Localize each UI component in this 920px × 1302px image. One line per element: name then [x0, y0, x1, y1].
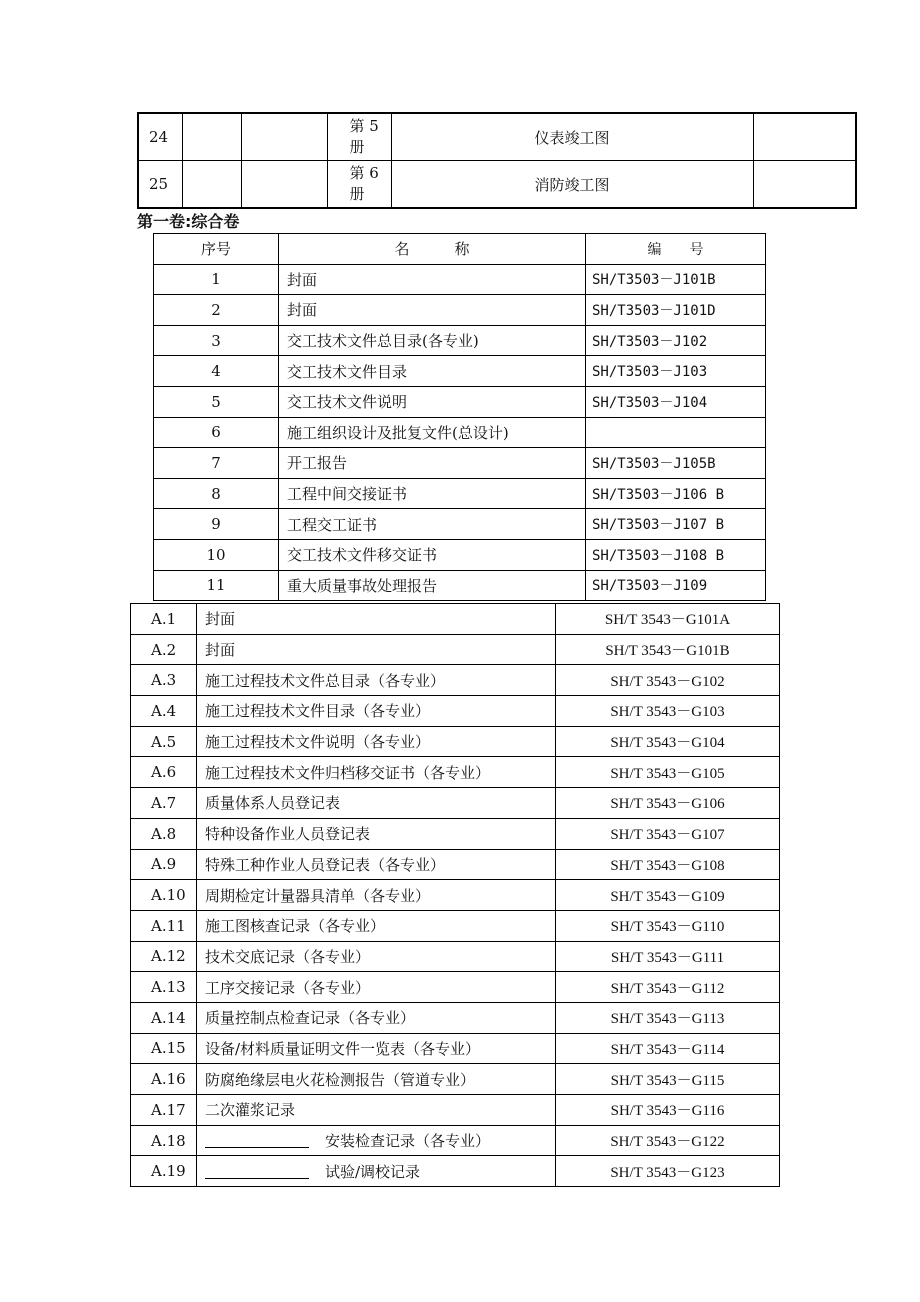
row-name: 开工报告 [279, 448, 586, 479]
row-seq: 9 [154, 509, 279, 540]
row-name: 交工技术文件移交证书 [279, 539, 586, 570]
row-code: SH/T3503－J102 [586, 325, 766, 356]
table-row [131, 604, 780, 635]
row-code: SH/T 3543－G101B [556, 634, 780, 665]
fill-in-blank [205, 1164, 309, 1179]
table-row [131, 1125, 780, 1156]
table-row [154, 325, 766, 356]
table-row [154, 417, 766, 448]
row-name-text: 安装检查记录（各专业） [325, 1132, 491, 1151]
table-row [131, 634, 780, 665]
table-row [138, 113, 856, 161]
row-number: A.6 [131, 757, 197, 788]
table-row [154, 478, 766, 509]
row-code: SH/T3503－J106 B [586, 478, 766, 509]
row-code: SH/T 3543－G104 [556, 726, 780, 757]
row-name: 施工过程技术文件目录（各专业） [197, 696, 556, 727]
row-code: SH/T 3543－G123 [556, 1156, 780, 1187]
row-name: 工程交工证书 [279, 509, 586, 540]
row-number: A.12 [131, 941, 197, 972]
row-code: SH/T3503－J101D [586, 295, 766, 326]
row-number: A.3 [131, 665, 197, 696]
row-code: SH/T 3543－G115 [556, 1064, 780, 1095]
row-seq: 7 [154, 448, 279, 479]
row-name: 施工过程技术文件说明（各专业） [197, 726, 556, 757]
row-name: 交工技术文件目录 [279, 356, 586, 387]
row-number: A.13 [131, 972, 197, 1003]
row-code: SH/T 3543－G101A [556, 604, 780, 635]
empty-cell [182, 113, 241, 161]
row-seq: 1 [154, 264, 279, 295]
row-number: A.4 [131, 696, 197, 727]
row-code: SH/T3503－J107 B [586, 509, 766, 540]
row-number: 25 [138, 161, 182, 209]
row-code: SH/T 3543－G114 [556, 1033, 780, 1064]
table-row [154, 264, 766, 295]
row-code: SH/T 3543－G109 [556, 880, 780, 911]
table-row [131, 788, 780, 819]
table-row [131, 1095, 780, 1126]
row-code: SH/T 3543－G116 [556, 1095, 780, 1126]
volume-number: 第 5 册 [327, 113, 391, 161]
row-code: SH/T3503－J105B [586, 448, 766, 479]
row-code: SH/T3503－J104 [586, 386, 766, 417]
table-row [131, 910, 780, 941]
table-row [131, 818, 780, 849]
row-code: SH/T3503－J109 [586, 570, 766, 601]
volume-number: 第 6 册 [327, 161, 391, 209]
row-code: SH/T 3543－G122 [556, 1125, 780, 1156]
row-name-text: 试验/调校记录 [325, 1162, 421, 1181]
empty-cell [182, 161, 241, 209]
row-name [197, 1156, 556, 1187]
table-row [131, 1156, 780, 1187]
row-name: 交工技术文件说明 [279, 386, 586, 417]
row-name: 技术交底记录（各专业） [197, 941, 556, 972]
row-code: SH/T 3543－G113 [556, 1002, 780, 1033]
row-number: A.9 [131, 849, 197, 880]
table-row [154, 386, 766, 417]
header-code: 编 号 [586, 234, 766, 265]
row-number: A.15 [131, 1033, 197, 1064]
row-name: 封面 [279, 264, 586, 295]
empty-cell [241, 113, 327, 161]
process-document-table [130, 603, 780, 1187]
row-seq: 3 [154, 325, 279, 356]
table-row [131, 972, 780, 1003]
table-row [154, 570, 766, 601]
table-row [131, 1002, 780, 1033]
table-row [154, 448, 766, 479]
row-number: A.7 [131, 788, 197, 819]
row-code: SH/T3503－J103 [586, 356, 766, 387]
row-name: 施工过程技术文件总目录（各专业） [197, 665, 556, 696]
row-code [586, 417, 766, 448]
row-number: A.16 [131, 1064, 197, 1095]
row-name: 工程中间交接证书 [279, 478, 586, 509]
row-code: SH/T 3543－G112 [556, 972, 780, 1003]
row-number: A.10 [131, 880, 197, 911]
row-name: 施工组织设计及批复文件(总设计) [279, 417, 586, 448]
row-number: A.11 [131, 910, 197, 941]
row-seq: 10 [154, 539, 279, 570]
empty-cell [753, 113, 856, 161]
header-name: 名 称 [279, 234, 586, 265]
row-name: 特种设备作业人员登记表 [197, 818, 556, 849]
volume-list-table [137, 112, 857, 209]
table-header-row [154, 234, 766, 265]
table-row [131, 1033, 780, 1064]
table-row [131, 726, 780, 757]
fill-in-blank [205, 1133, 309, 1148]
row-code: SH/T3503－J101B [586, 264, 766, 295]
row-seq: 4 [154, 356, 279, 387]
table-row [131, 880, 780, 911]
volume-title: 消防竣工图 [391, 161, 753, 209]
row-name: 质量控制点检查记录（各专业） [197, 1002, 556, 1033]
table-row [154, 539, 766, 570]
row-number: A.18 [131, 1125, 197, 1156]
table-row [131, 696, 780, 727]
row-code: SH/T 3543－G105 [556, 757, 780, 788]
row-name: 封面 [197, 634, 556, 665]
table-row [131, 849, 780, 880]
table-row [131, 757, 780, 788]
row-name: 交工技术文件总目录(各专业) [279, 325, 586, 356]
table-row [131, 1064, 780, 1095]
row-number: 24 [138, 113, 182, 161]
row-code: SH/T 3543－G110 [556, 910, 780, 941]
row-seq: 11 [154, 570, 279, 601]
row-name: 封面 [197, 604, 556, 635]
row-number: A.17 [131, 1095, 197, 1126]
table-row [154, 356, 766, 387]
row-code: SH/T 3543－G106 [556, 788, 780, 819]
row-seq: 5 [154, 386, 279, 417]
row-seq: 6 [154, 417, 279, 448]
row-name: 施工过程技术文件归档移交证书（各专业） [197, 757, 556, 788]
section-title: 第一卷:综合卷 [137, 212, 240, 231]
table-row [154, 295, 766, 326]
volume-title: 仪表竣工图 [391, 113, 753, 161]
row-name: 防腐绝缘层电火花检测报告（管道专业） [197, 1064, 556, 1095]
row-name: 二次灌浆记录 [197, 1095, 556, 1126]
table-row [131, 665, 780, 696]
empty-cell [753, 161, 856, 209]
row-code: SH/T 3543－G107 [556, 818, 780, 849]
row-number: A.8 [131, 818, 197, 849]
row-code: SH/T 3543－G103 [556, 696, 780, 727]
row-code: SH/T 3543－G111 [556, 941, 780, 972]
header-seq: 序号 [154, 234, 279, 265]
row-name: 周期检定计量器具清单（各专业） [197, 880, 556, 911]
row-name [197, 1125, 556, 1156]
row-number: A.2 [131, 634, 197, 665]
row-name: 封面 [279, 295, 586, 326]
row-name: 特殊工种作业人员登记表（各专业） [197, 849, 556, 880]
row-seq: 2 [154, 295, 279, 326]
table-row [131, 941, 780, 972]
row-name: 设备/材料质量证明文件一览表（各专业） [197, 1033, 556, 1064]
row-code: SH/T 3543－G108 [556, 849, 780, 880]
general-volume-table [153, 233, 766, 601]
row-number: A.19 [131, 1156, 197, 1187]
table-row [154, 509, 766, 540]
row-name: 质量体系人员登记表 [197, 788, 556, 819]
table-row [138, 161, 856, 209]
empty-cell [241, 161, 327, 209]
row-code: SH/T 3543－G102 [556, 665, 780, 696]
row-name: 施工图核查记录（各专业） [197, 910, 556, 941]
row-number: A.1 [131, 604, 197, 635]
row-name: 工序交接记录（各专业） [197, 972, 556, 1003]
row-seq: 8 [154, 478, 279, 509]
row-number: A.14 [131, 1002, 197, 1033]
row-name: 重大质量事故处理报告 [279, 570, 586, 601]
row-number: A.5 [131, 726, 197, 757]
row-code: SH/T3503－J108 B [586, 539, 766, 570]
